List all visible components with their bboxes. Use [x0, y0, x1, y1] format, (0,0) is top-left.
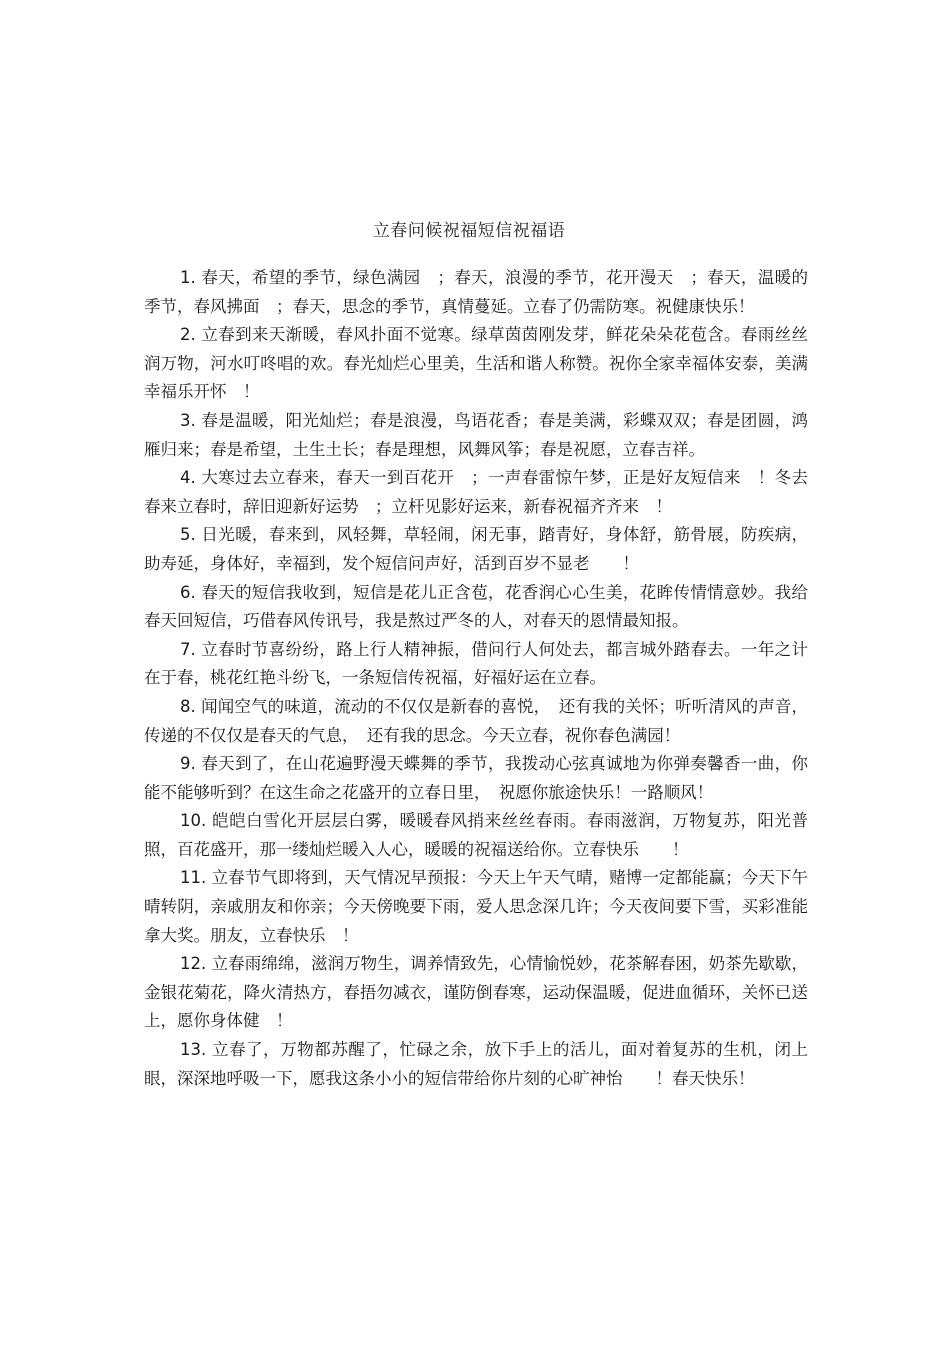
paragraph-10: 10. 皑皑白雪化开层层白雾，暖暖春风捎来丝丝春雨。春雨滋润，万物复苏，阳光普照，百花盛开，那一缕灿烂暖入人心，暖暖的祝福送给你。立春快乐 ！: [144, 811, 808, 859]
paragraph-8: 8. 闻闻空气的味道，流动的不仅仅是新春的喜悦， 还有我的关怀；听听清风的声音，传递的不仅仅是春天的气息， 还有我的思念。今天立春，祝你春色满园！: [144, 696, 808, 745]
paragraph-6: 6. 春天的短信我收到，短信是花儿正含苞，花香润心心生美，花眸传情情意妙。我给春天回短信，巧借春风传讯号，我是熬过严冬的人，对春天的恩情最知报。: [144, 582, 808, 631]
paragraph-3: 3. 春是温暖，阳光灿烂；春是浪漫，鸟语花香；春是美满，彩蝶双双；春是团圆，鸿雁归来；春是希望，土生土长；春是理想，风舞风筝；春是祝愿，立春吉祥。: [144, 410, 808, 459]
paragraph-2: 2. 立春到来天渐暖，春风扑面不觉寒。绿草茵茵刚发芽，鲜花朵朵花苞含。春雨丝丝润万物，河水叮咚唱的欢。春光灿烂心里美，生活和谐人称赞。祝你全家幸福体安泰，美满幸福乐开怀 ！: [144, 325, 808, 402]
paragraph-4: 4. 大寒过去立春来，春天一到百花开 ；一声春雷惊午梦，正是好友短信来 ！冬去春来立春时，辞旧迎新好运势 ；立杆见影好运来，新春祝福齐齐来 ！: [144, 468, 808, 516]
paragraph-5: 5. 日光暖，春来到，风轻舞，草轻闹，闲无事，踏青好，身体舒，筋骨展，防疾病，助寿延，身体好，幸福到，发个短信问声好，活到百岁不显老 ！: [144, 525, 808, 573]
paragraph-12: 12. 立春雨绵绵，滋润万物生，调养情致先，心情愉悦妙，花茶解春困，奶茶先歇歇，金银花菊花，降火清热方，春捂勿减衣，谨防倒春寒，运动保温暖，促进血循环，关怀已送上，愿你身体健 ！: [144, 954, 808, 1031]
document-title: 立春问候祝福短信祝福语: [372, 221, 566, 241]
document-body: [144, 264, 808, 1093]
paragraph-13: 13. 立春了，万物都苏醒了，忙碌之余，放下手上的活儿，面对着复苏的生机，闭上眼，深深地呼吸一下，愿我这条小小的短信带给你片刻的心旷神怡 ！春天快乐！: [144, 1040, 808, 1088]
paragraph-1: 1. 春天，希望的季节，绿色满园 ；春天，浪漫的季节，花开漫天 ；春天，温暖的季节，春风拂面 ；春天，思念的季节，真情蔓延。立春了仍需防寒。祝健康快乐！: [144, 268, 808, 316]
paragraph-11: 11. 立春节气即将到，天气情况早预报：今天上午天气晴，赌博一定都能赢；今天下午晴转阴，亲戚朋友和你亲；今天傍晚要下雨，爱人思念深几许；今天夜间要下雪，买彩准能拿大奖。朋友，立春快乐 ！: [144, 868, 808, 945]
paragraph-7: 7. 立春时节喜纷纷，路上行人精神振，借问行人何处去，都言城外踏春去。一年之计在于春，桃花红艳斗纷飞，一条短信传祝福，好福好运在立春。: [144, 639, 808, 688]
paragraph-9: 9. 春天到了，在山花遍野漫天蝶舞的季节，我拨动心弦真诚地为你弹奏馨香一曲，你能不能够听到？在这生命之花盛开的立春日里， 祝愿你旅途快乐！一路顺风！: [144, 754, 808, 802]
